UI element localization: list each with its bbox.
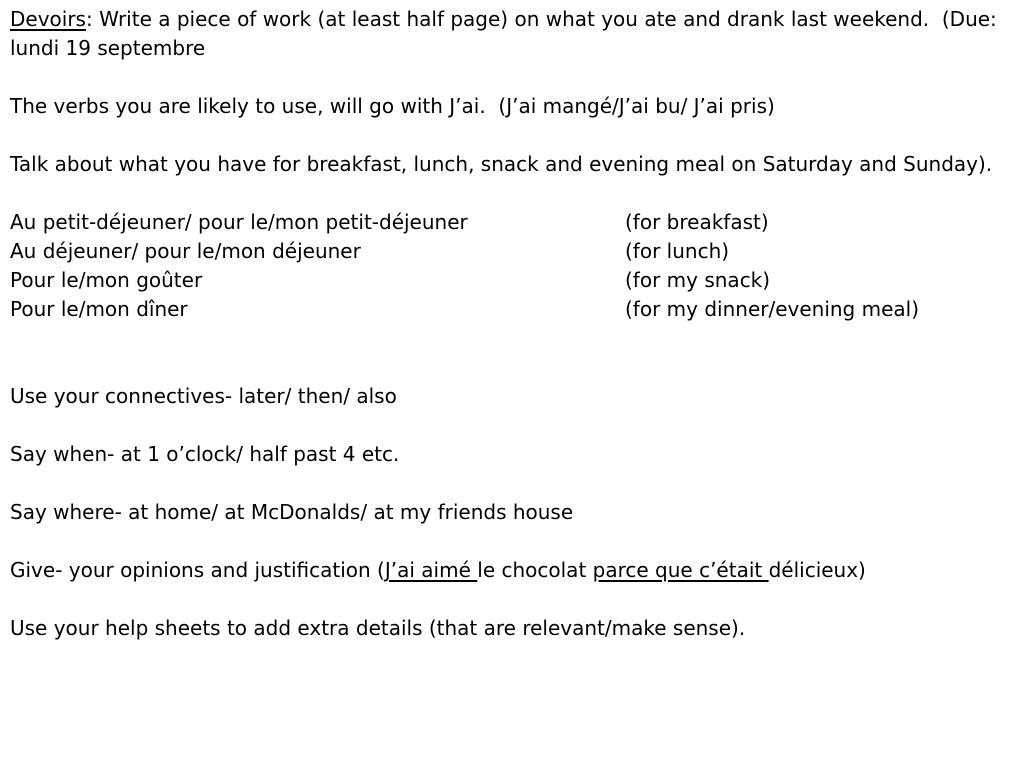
spacer — [10, 411, 1014, 440]
opinion-phrase-parce-que: parce que c’était — [592, 558, 769, 582]
opinion-prefix: Give- your opinions and justification ( — [10, 558, 385, 582]
spacer — [10, 324, 1014, 382]
when-line: Say when- at 1 o’clock/ half past 4 etc. — [10, 442, 400, 466]
meal-french: Pour le/mon goûter — [10, 268, 203, 292]
meal-row-breakfast — [10, 208, 1014, 237]
meal-vocabulary-list — [10, 208, 1014, 324]
meal-english: (for breakfast) — [625, 210, 769, 234]
meal-row-dinner — [10, 295, 1014, 324]
where-line: Say where- at home/ at McDonalds/ at my friends house — [10, 500, 574, 524]
opinion-phrase-jai-aime: J’ai aimé — [384, 558, 478, 582]
spacer — [10, 469, 1014, 498]
spacer — [10, 63, 1014, 92]
spacer — [10, 585, 1014, 614]
meal-french: Pour le/mon dîner — [10, 297, 188, 321]
opinion-suffix: délicieux) — [768, 558, 866, 582]
opinion-line — [10, 556, 1014, 585]
meal-row-snack — [10, 266, 1014, 295]
opinion-middle: le chocolat — [477, 558, 593, 582]
meal-french: Au déjeuner/ pour le/mon déjeuner — [10, 239, 361, 263]
spacer — [10, 527, 1014, 556]
spacer — [10, 179, 1014, 208]
homework-text: : Write a piece of work (at least half page) on what you ate and drank last weekend. (Due: lundi 19 septembre — [10, 7, 1004, 60]
verbs-line: The verbs you are likely to use, will go with J’ai. (J’ai mangé/J’ai bu/ J’ai pris) — [10, 94, 775, 118]
meal-english: (for lunch) — [625, 239, 730, 263]
meal-english: (for my snack) — [625, 268, 771, 292]
homework-instruction — [10, 5, 1014, 63]
talk-line: Talk about what you have for breakfast, lunch, snack and evening meal on Saturday and Sunday). — [10, 152, 993, 176]
meal-english: (for my dinner/evening meal) — [625, 297, 920, 321]
meal-french: Au petit-déjeuner/ pour le/mon petit-déjeuner — [10, 210, 468, 234]
homework-label: Devoirs — [10, 7, 86, 31]
help-line: Use your help sheets to add extra details (that are relevant/make sense). — [10, 616, 746, 640]
connectives-line: Use your connectives- later/ then/ also — [10, 384, 397, 408]
spacer — [10, 121, 1014, 150]
meal-row-lunch — [10, 237, 1014, 266]
